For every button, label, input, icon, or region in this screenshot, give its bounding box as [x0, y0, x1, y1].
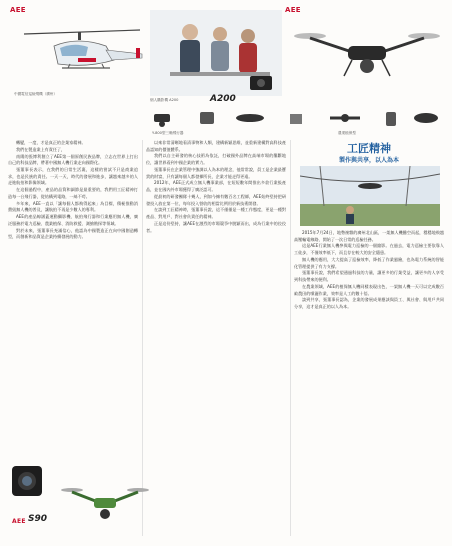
paragraph: 以來非常清晰地看清事物和人類，建構新穎思維，並重新建構對高科技產品認知的價值體系。 — [146, 140, 286, 152]
paragraph: 正是這份堅持，讓AEE在激烈的市場競爭中脫穎而出，成為行業中的佼佼者。 — [146, 220, 286, 233]
people-camera-photo — [150, 10, 282, 96]
paragraph: 2012年，AEE正式成立無人機事業部，在短短數年間推出多款行業級產品，並在國內外市場獲得了廣泛認可。 — [146, 180, 286, 193]
article-column-2 — [146, 140, 286, 538]
article-column-1 — [8, 140, 138, 458]
small-caption-2: 農業植保型 — [338, 131, 356, 135]
article-column-3 — [294, 230, 444, 538]
paragraph: 談到共享，張董事長認為，企業的發展成果應該與員工、與社會、與用戶共同分享，這才是真正的以人為本。 — [294, 297, 444, 310]
small-caption-1: Y-800型三軸飛行器 — [152, 131, 184, 135]
paragraph: AEE的產品線涵蓋運動攝影機、航拍飛行器和行業應用無人機，廣泛服務於電力巡檢、農業植保、消防救援、測繪勘探等領域。 — [8, 214, 138, 226]
paragraph: 張董事長表示，在我們的日常生活裏，這樣的嘗試不只是商業追求，也是民族的責任。一天一天，時代的發展和進步，讓越來越多的人走進航拍和影像領域。 — [8, 167, 138, 186]
quadcopter-drone-image — [292, 22, 442, 80]
article-subtitle: 製作與共享，以人為本 — [338, 157, 399, 164]
paragraph: 從最初的研發團隊十幾人，到如今擁有數百名工程師，AEE始終堅持把研發投入放在第一位，每年投入營收的相當比例用於新技術開發。 — [146, 193, 286, 206]
paragraph: 我們在製造業上有責任了， — [16, 146, 66, 152]
green-drone-image — [60, 480, 150, 530]
paragraph: 在農業領域，AEE的植保無人機同樣表現出色，一架無人機一天可以完成數百畝農田的噴灑作業，效率是人工的數十倍。 — [294, 283, 444, 296]
column-divider — [290, 140, 291, 536]
paragraph: 多年來，AEE一直以「讓每個人都飛得起來」為目標，積極推動消費級無人機的普及，讓航拍不再是少數人的專利。 — [8, 200, 138, 213]
column-divider — [142, 140, 143, 536]
paragraph: 在這個過程中，產品的品質和細節是最重要的，我們用工匠精神打造每一台飛行器，從結構到電路，一絲不苟。 — [8, 187, 138, 199]
helicopter-caption: 中國電信巡檢飛機（廣州） — [14, 92, 58, 96]
brand-logo-right: AEE — [285, 6, 301, 14]
people-caption: 個人攝影機 A200 — [150, 98, 179, 102]
paragraph: 我們以自主研發的核心技術為依託，打破國外品牌在高端市場的壟斷地位，讓世界看到中國企業的實力。 — [146, 153, 286, 166]
action-camera-image — [10, 462, 44, 500]
brand-logo-left: AEE — [10, 6, 26, 14]
field-drone-photo — [300, 166, 440, 226]
paragraph: 2015年7月24日，地勢複雜的廣州北山區，一架無人機騰空而起，穩穩地飛越高壓輸電線路，開始了一次日常的巡檢任務。 — [294, 230, 444, 242]
product-thumbnail-row — [150, 108, 446, 130]
paragraph: 這是AEE行業無人機參與電力巡檢的一個縮影。在過去，電力巡檢主要依靠人工徒步，不僅效率低下，而且存在較大的安全隱患。 — [294, 243, 444, 256]
paragraph: 張董事長在企業管理中強調以人為本的理念，他常常說，員工是企業最寶貴的財富，只有讓每個人都發揮所長，企業才能走得更遠。 — [146, 166, 286, 179]
article-title: 工匠精神 — [347, 142, 391, 155]
paragraph: 張董事長說，我們希望通過科技的力量，讓更多的行業受益，讓更多的人享受到科技帶來的便利。 — [294, 270, 444, 283]
paragraph: 對於未來，張董事長充滿信心，他認為中國製造正在向中國創造轉型，而創新和品質是企業持續發展的動力。 — [8, 227, 138, 240]
footer-brand-logo: AEE — [12, 518, 26, 525]
paragraph: 無人機的應用，大大提高了巡檢效率，降低了作業風險，也為電力系統的智能化管理提供了有力支撐。 — [294, 256, 444, 269]
paragraph: 南陽的張博利創立了AEE第一個原創民族品牌，立志在世界上打出自己的科技品牌，帶著中國無人機行業走向國際化。 — [8, 153, 138, 166]
footer-model-label: S90 — [28, 514, 48, 524]
paragraph: 在談到工匠精神時，張董事長說，這不僅僅是一種工作態度，更是一種對產品、對用戶、對社會負責任的精神。 — [146, 207, 286, 220]
camera-model-label: A200 — [210, 94, 236, 104]
helicopter-illustration — [18, 20, 146, 92]
paragraph: 轉變，一度，才是真正的企業家精神。 — [16, 140, 86, 145]
